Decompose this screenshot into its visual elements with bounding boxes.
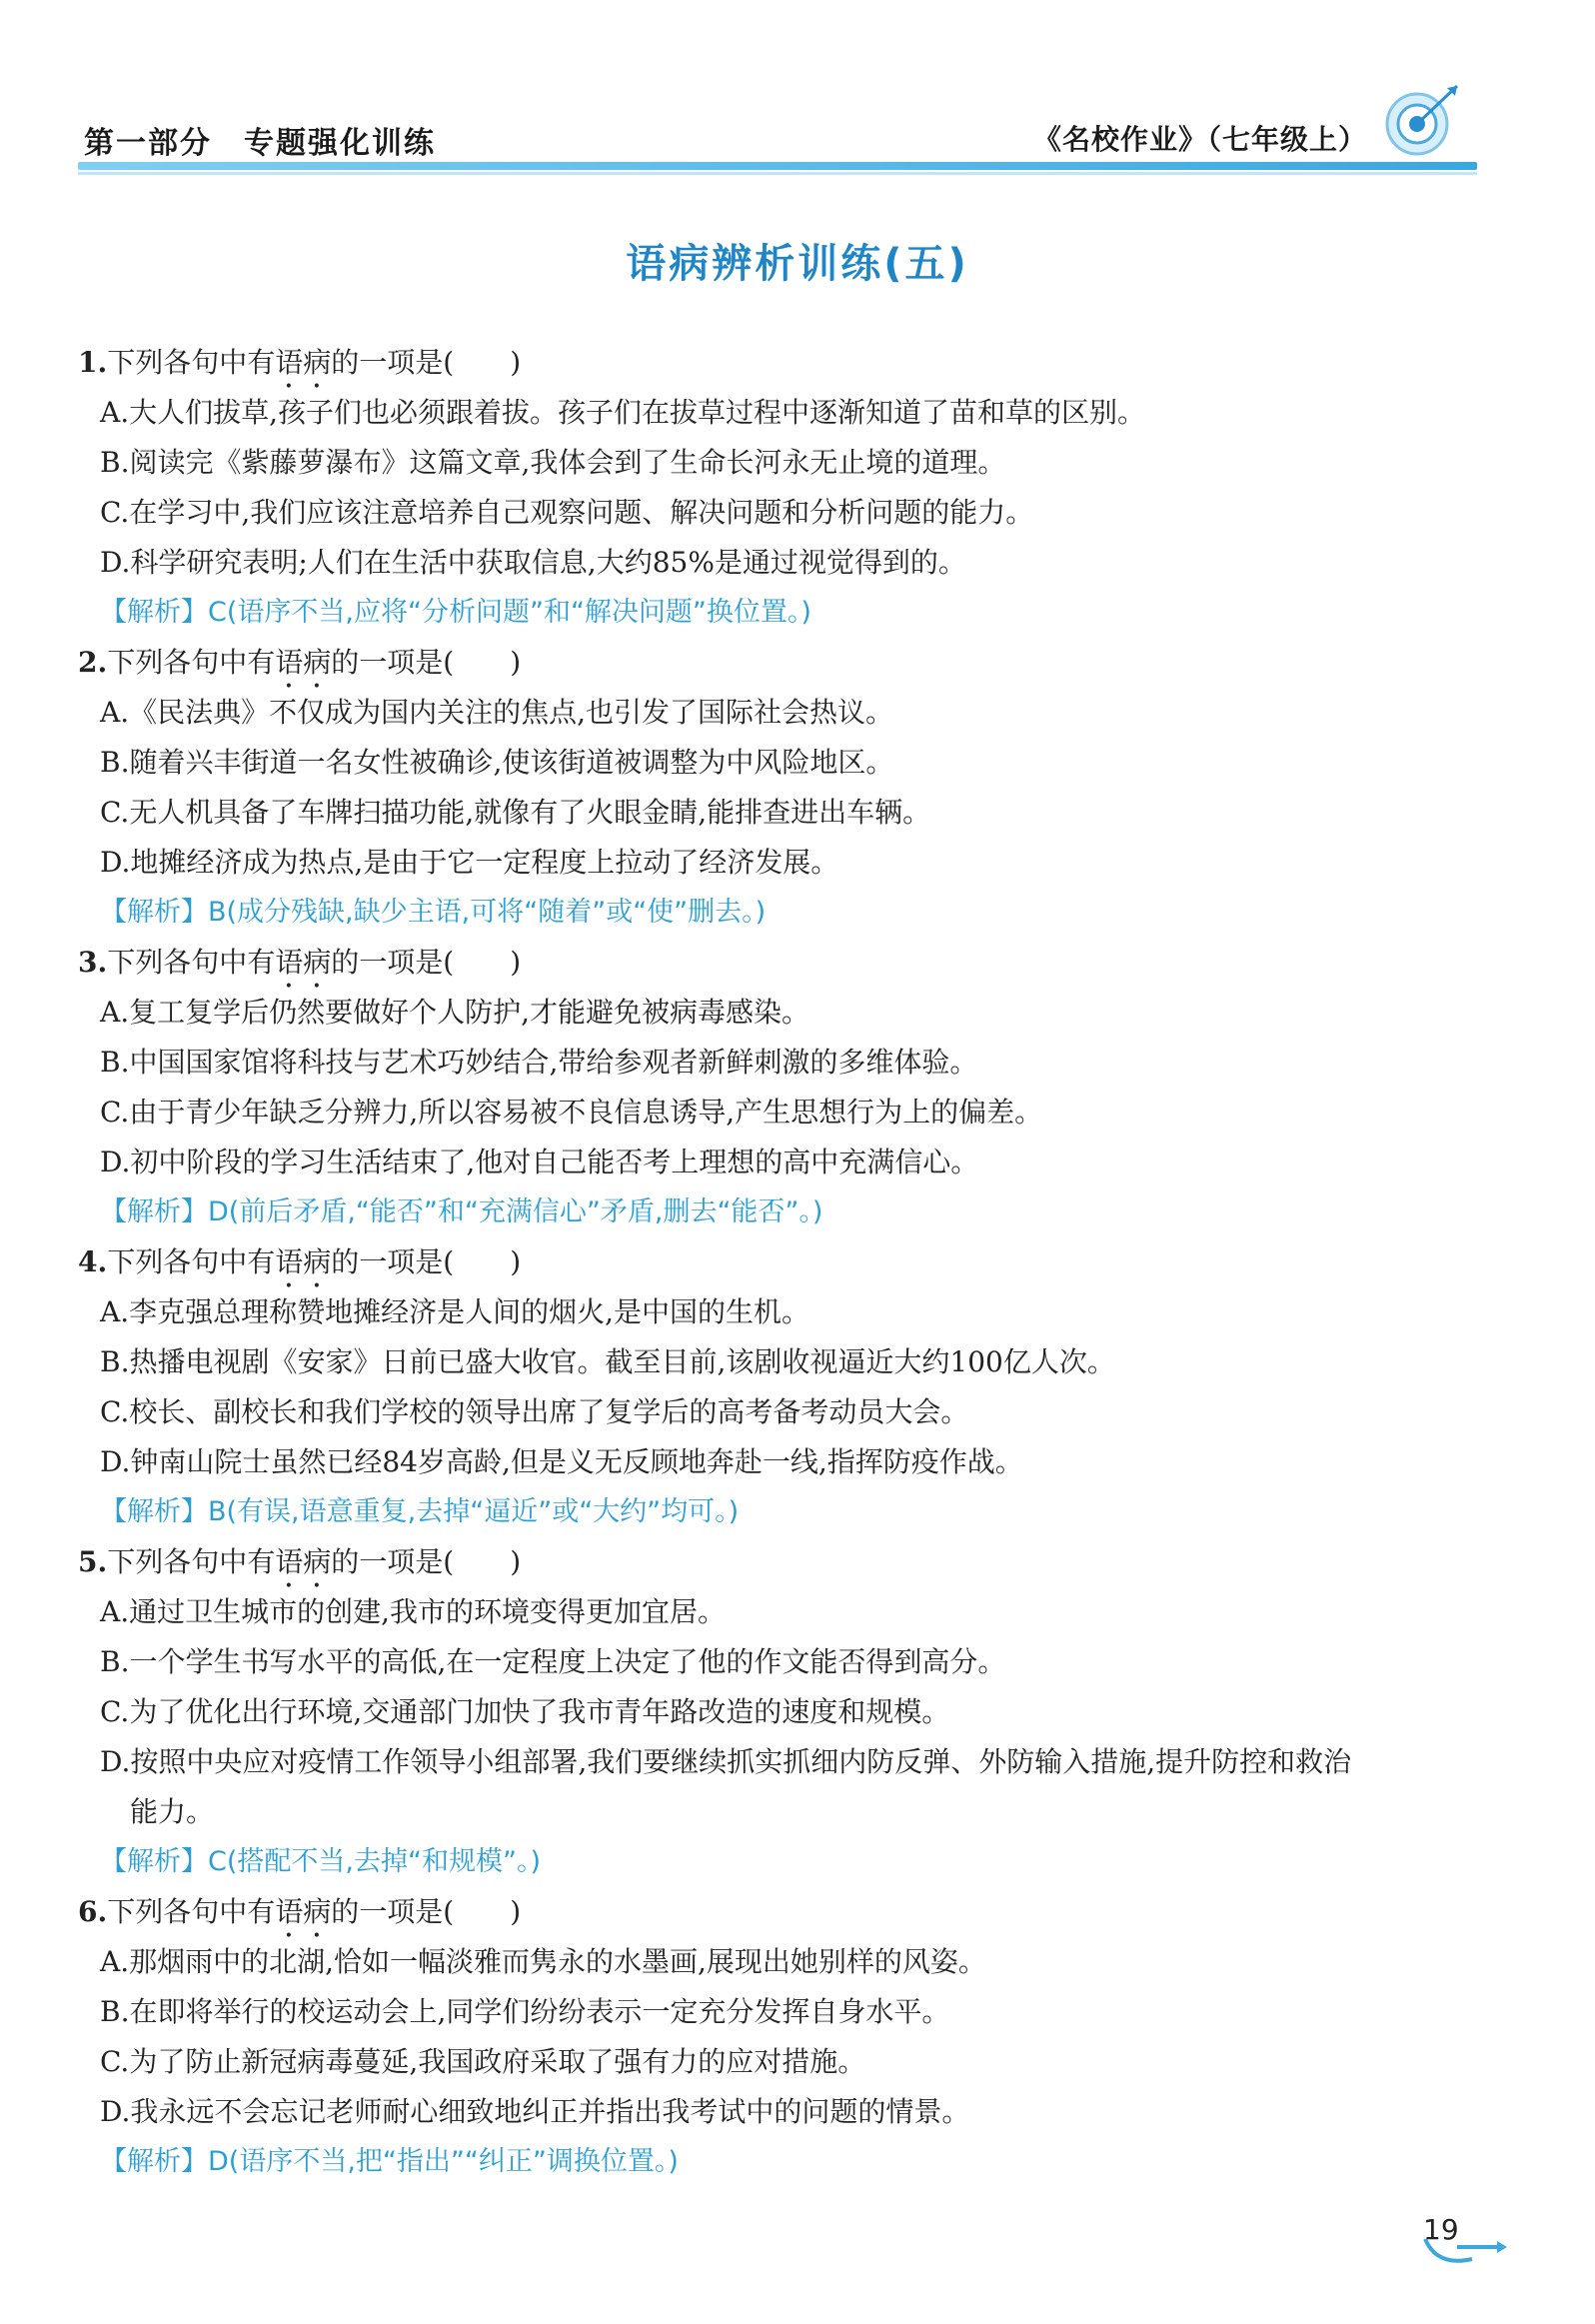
section-title: 第一部分 专题强化训练	[84, 126, 436, 161]
stem-text: 下列各句中有	[107, 1545, 276, 1578]
question-stem	[78, 638, 1497, 688]
option-b: B.热播电视剧《安家》日前已盛大收官。截至目前,该剧收视逼近大约100亿人次。	[100, 1345, 1115, 1378]
stem-text: 下列各句中有	[107, 346, 276, 379]
option-b: B.在即将举行的校运动会上,同学们纷纷表示一定充分发挥自身水平。	[100, 1995, 950, 2028]
analysis-tag: 【解析】	[100, 1196, 208, 1227]
stem-text-end: 的一项是( )	[331, 1545, 522, 1578]
option-c: C.为了防止新冠病毒蔓延,我国政府采取了强有力的应对措施。	[100, 2045, 866, 2078]
question-list	[78, 338, 1497, 2187]
option-b: B.一个学生书写水平的高低,在一定程度上决定了他的作文能否得到高分。	[100, 1645, 1006, 1678]
question-3	[78, 938, 1497, 1237]
analysis-tag: 【解析】	[100, 897, 208, 928]
analysis-tag: 【解析】	[100, 1846, 208, 1877]
analysis-tag: 【解析】	[100, 1496, 208, 1527]
analysis-text: D(前后矛盾,“能否”和“充满信心”矛盾,删去“能否”。)	[208, 1196, 823, 1227]
stem-emphasis: 语病	[275, 646, 332, 679]
question-number: 2.	[78, 646, 108, 679]
stem-text-end: 的一项是( )	[331, 646, 522, 679]
target-dart-icon	[1377, 74, 1467, 164]
analysis	[78, 1487, 1497, 1537]
question-number: 5.	[78, 1545, 108, 1578]
option-b: B.阅读完《紫藤萝瀑布》这篇文章,我体会到了生命长河永无止境的道理。	[100, 446, 1006, 479]
question-stem	[78, 338, 1497, 388]
analysis-text: C(语序不当,应将“分析问题”和“解决问题”换位置。)	[208, 597, 811, 628]
analysis	[78, 2137, 1497, 2187]
question-number: 6.	[78, 1895, 108, 1928]
question-stem	[78, 1887, 1497, 1937]
option-a: A.那烟雨中的北湖,恰如一幅淡雅而隽永的水墨画,展现出她别样的风姿。	[100, 1945, 986, 1978]
analysis-text: B(有误,语意重复,去掉“逼近”或“大约”均可。)	[208, 1496, 740, 1527]
stem-text: 下列各句中有	[107, 646, 276, 679]
analysis-text: B(成分残缺,缺少主语,可将“随着”或“使”删去。)	[208, 897, 767, 928]
option-d: D.科学研究表明;人们在生活中获取信息,大约85%是通过视觉得到的。	[100, 546, 966, 579]
stem-emphasis: 语病	[275, 946, 332, 979]
option-c: C.在学习中,我们应该注意培养自己观察问题、解决问题和分析问题的能力。	[100, 496, 1034, 529]
option-d: D.初中阶段的学习生活结束了,他对自己能否考上理想的高中充满信心。	[100, 1146, 979, 1178]
analysis-text: C(搭配不当,去掉“和规模”。)	[208, 1846, 541, 1877]
analysis	[78, 888, 1497, 938]
question-stem	[78, 1537, 1497, 1587]
analysis-tag: 【解析】	[100, 2146, 208, 2177]
question-6	[78, 1887, 1497, 2187]
question-number: 3.	[78, 946, 108, 979]
option-a: A.复工复学后仍然要做好个人防护,才能避免被病毒感染。	[100, 996, 810, 1029]
stem-emphasis: 语病	[275, 1895, 332, 1928]
option-d: D.钟南山院士虽然已经84岁高龄,但是义无反顾地奔赴一线,指挥防疫作战。	[100, 1445, 1023, 1478]
analysis-tag: 【解析】	[100, 597, 208, 628]
stem-text: 下列各句中有	[107, 1895, 276, 1928]
option-c: C.校长、副校长和我们学校的领导出席了复学后的高考备考动员大会。	[100, 1395, 969, 1428]
question-4	[78, 1237, 1497, 1537]
stem-emphasis: 语病	[275, 1245, 332, 1278]
option-c: C.为了优化出行环境,交通部门加快了我市青年路改造的速度和规模。	[100, 1695, 950, 1728]
option-a: A.大人们拔草,孩子们也必须跟着拔。孩子们在拔草过程中逐渐知道了苗和草的区别。	[100, 396, 1146, 429]
question-number: 4.	[78, 1245, 108, 1278]
option-c: C.无人机具备了车牌扫描功能,就像有了火眼金睛,能排查进出车辆。	[100, 796, 931, 829]
option-d: D.地摊经济成为热点,是由于它一定程度上拉动了经济发展。	[100, 846, 839, 879]
header-underline	[78, 172, 1477, 175]
option-b: B.中国国家馆将科技与艺术巧妙结合,带给参观者新鲜刺激的多维体验。	[100, 1046, 978, 1079]
option-a: A.《民法典》不仅成为国内关注的焦点,也引发了国际社会热议。	[100, 696, 894, 729]
page-header	[78, 108, 1477, 168]
option-d: D.我永远不会忘记老师耐心细致地纠正并指出我考试中的问题的情景。	[100, 2095, 970, 2128]
stem-text-end: 的一项是( )	[331, 946, 522, 979]
question-stem	[78, 938, 1497, 988]
stem-emphasis: 语病	[275, 346, 332, 379]
question-number: 1.	[78, 346, 108, 379]
stem-text: 下列各句中有	[107, 1245, 276, 1278]
option-c: C.由于青少年缺乏分辨力,所以容易被不良信息诱导,产生思想行为上的偏差。	[100, 1096, 1043, 1129]
question-stem	[78, 1237, 1497, 1287]
analysis-text: D(语序不当,把“指出”“纠正”调换位置。)	[208, 2146, 679, 2177]
page-number: 19	[1423, 2213, 1459, 2246]
option-a: A.李克强总理称赞地摊经济是人间的烟火,是中国的生机。	[100, 1295, 810, 1328]
question-5	[78, 1537, 1497, 1887]
stem-emphasis: 语病	[275, 1545, 332, 1578]
analysis	[78, 588, 1497, 638]
option-a: A.通过卫生城市的创建,我市的环境变得更加宜居。	[100, 1595, 727, 1628]
option-b: B.随着兴丰街道一名女性被确诊,使该街道被调整为中风险地区。	[100, 746, 894, 779]
book-title: 《名校作业》（七年级上）	[1032, 123, 1367, 156]
analysis	[78, 1187, 1497, 1237]
option-d-continuation: 能力。	[130, 1795, 215, 1828]
header-bar	[78, 162, 1477, 170]
stem-text-end: 的一项是( )	[331, 346, 522, 379]
stem-text-end: 的一项是( )	[331, 1895, 522, 1928]
stem-text: 下列各句中有	[107, 946, 276, 979]
question-1	[78, 338, 1497, 638]
page-title: 语病辨析训练(五)	[626, 241, 969, 287]
analysis	[78, 1837, 1497, 1887]
question-2	[78, 638, 1497, 938]
option-d-line2	[78, 1787, 1497, 1837]
stem-text-end: 的一项是( )	[331, 1245, 522, 1278]
option-d-line1: D.按照中央应对疫情工作领导小组部署,我们要继续抓实抓细内防反弹、外防输入措施,提升防控和救治	[100, 1745, 1352, 1778]
